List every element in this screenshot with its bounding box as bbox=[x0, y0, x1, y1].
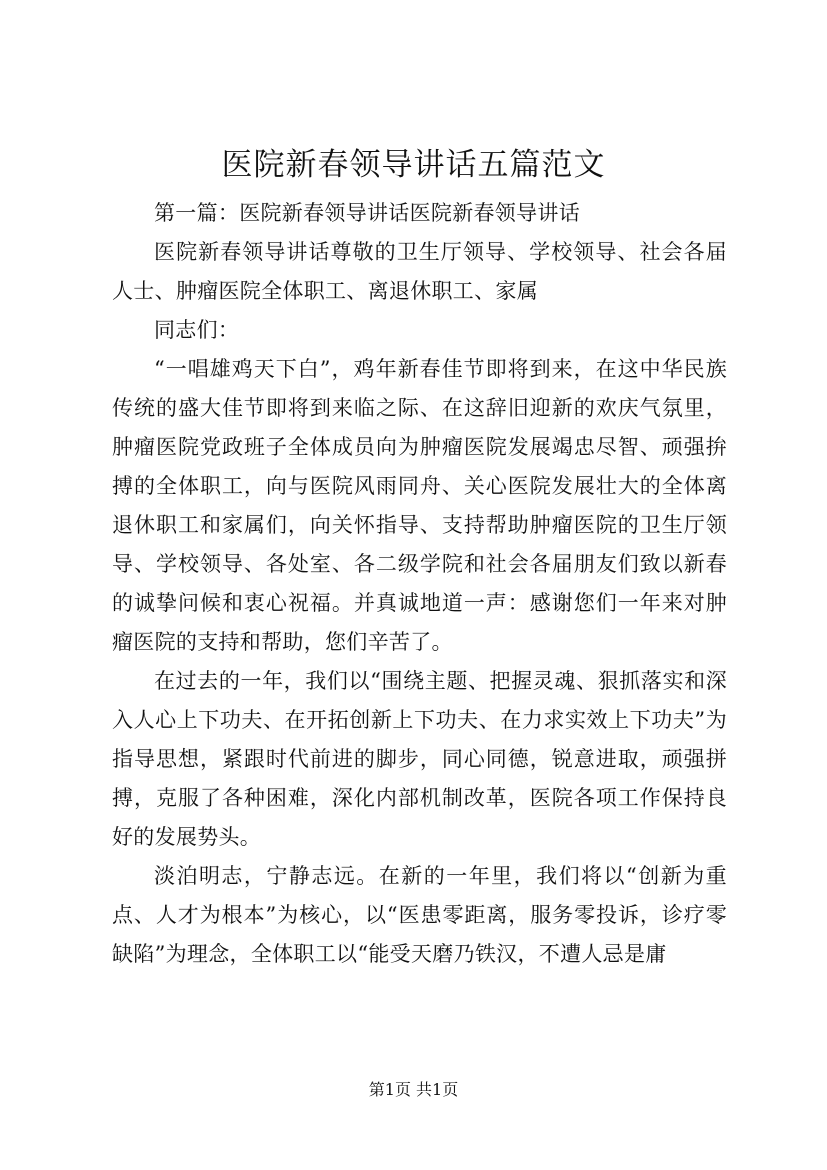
body-paragraph: “一唱雄鸡天下白”，鸡年新春佳节即将到来，在这中华民族传统的盛大佳节即将到来临之际、在这辞旧迎新的欢庆气氛里，肿瘤医院党政班子全体成员向为肿瘤医院发展竭忠尽智、顽强拚搏的全体职工，向与医院风雨同舟、关心医院发展壮大的全体离退休职工和家属们，向关怀指导、支持帮助肿瘤医院的卫生厅领导、学校领导、各处室、各二级学院和社会各届朋友们致以新春的诚挚问候和衷心祝福。并真诚地道一声：感谢您们一年来对肿瘤医院的支持和帮助，您们辛苦了。 bbox=[112, 357, 727, 654]
document-title: 医院新春领导讲话五篇范文 bbox=[221, 147, 606, 183]
salutation-paragraph: 医院新春领导讲话尊敬的卫生厅领导、学校领导、社会各届人士、肿瘤医院全体职工、离退休职工、家属 bbox=[112, 240, 727, 303]
body-paragraph: 淡泊明志，宁静志远。在新的一年里，我们将以“创新为重点、人才为根本”为核心，以“医患零距离，服务零投诉，诊疗零缺陷”为理念，全体职工以“能受天磨乃铁汉，不遭人忌是庸 bbox=[112, 864, 727, 966]
section-heading: 第一篇：医院新春领导讲话医院新春领导讲话 bbox=[154, 201, 580, 225]
body-paragraph: 在过去的一年，我们以“围绕主题、把握灵魂、狠抓落实和深入人心上下功夫、在开拓创新上下功夫、在力求实效上下功夫”为指导思想，紧跟时代前进的脚步，同心同德，锐意进取，顽强拼搏，克服了各种困难，深化内部机制改革，医院各项工作保持良好的发展势头。 bbox=[112, 669, 727, 849]
greeting-line: 同志们： bbox=[154, 318, 240, 342]
page-number-footer: 第1页 共1页 bbox=[368, 1080, 459, 1099]
document-body bbox=[112, 194, 727, 974]
